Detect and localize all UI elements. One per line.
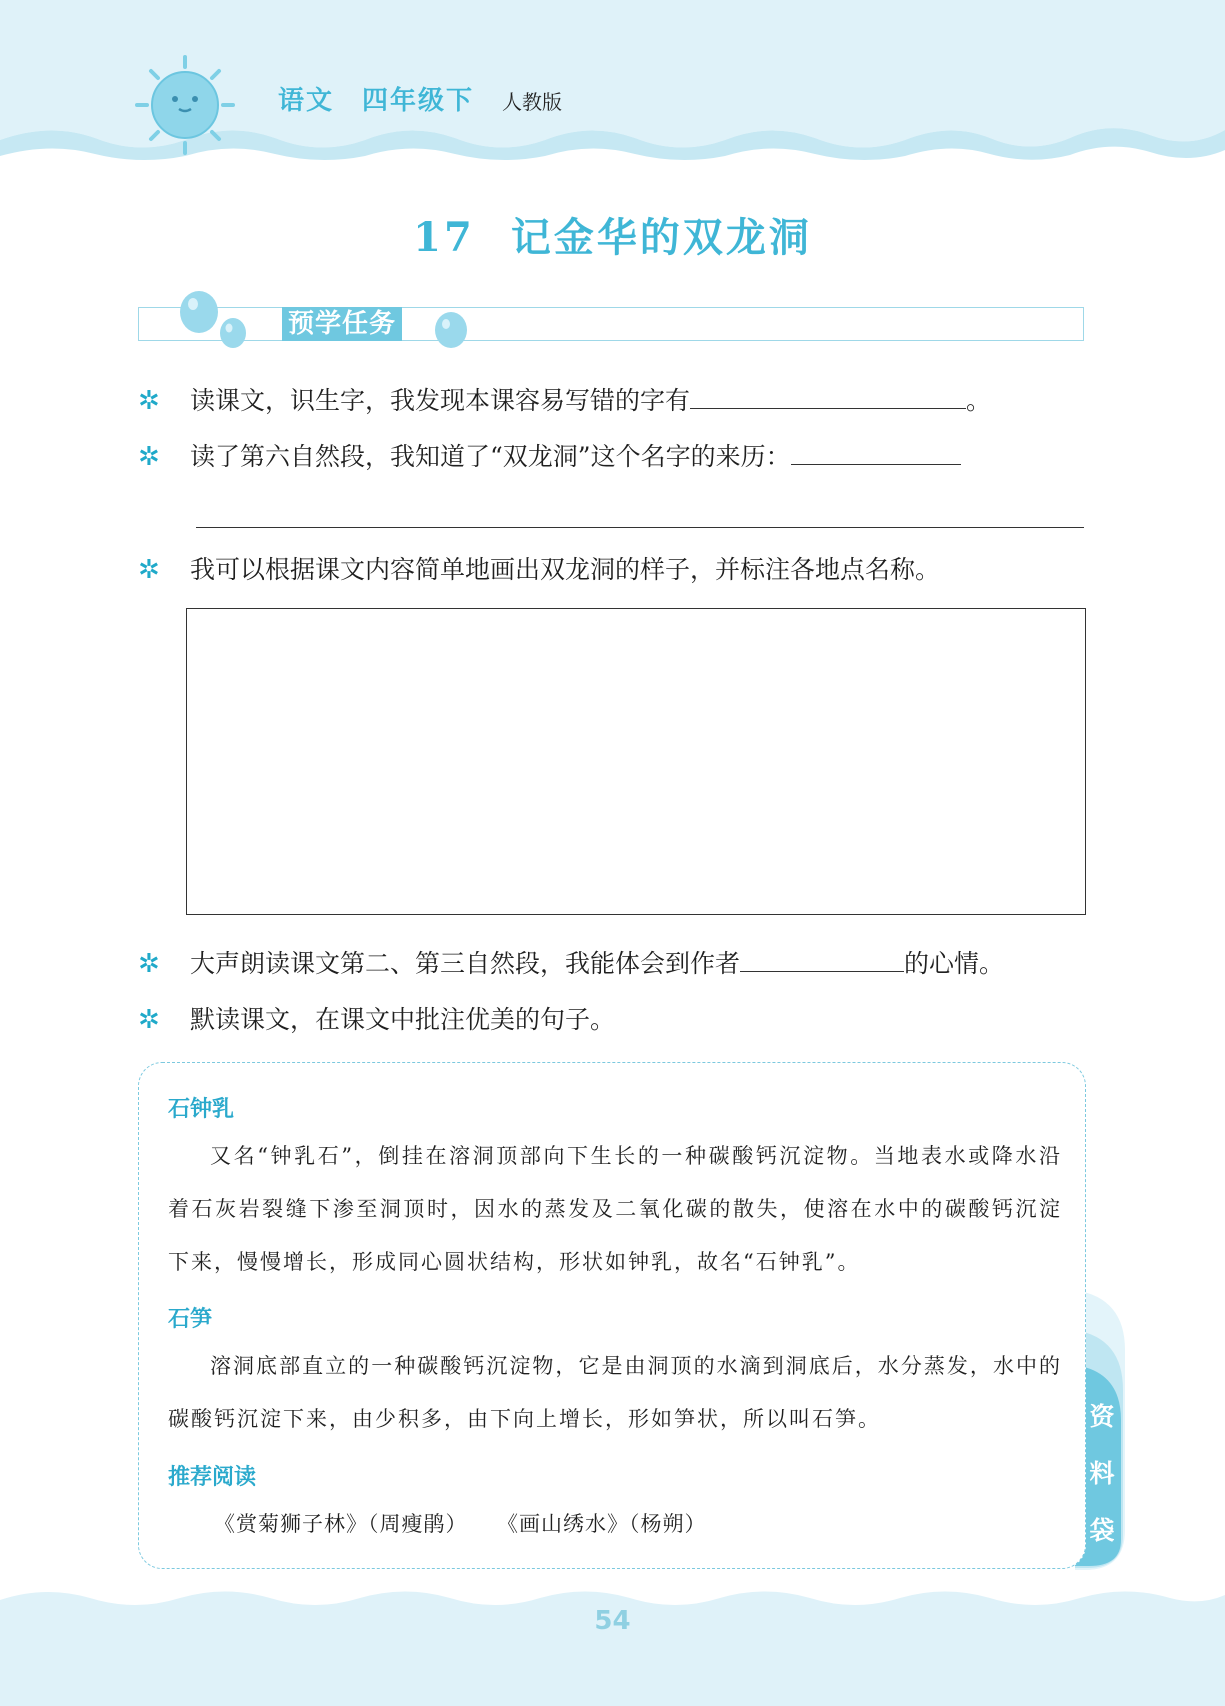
answer-blank[interactable] <box>740 947 904 972</box>
side-tab-char: 袋 <box>1089 1516 1115 1545</box>
task-item <box>138 947 1004 981</box>
info-text-stalagmite: 溶洞底部直立的一种碳酸钙沉淀物，它是由洞顶的水滴到洞底后，水分蒸发，水中的碳酸钙沉淀下来，由少积多，由下向上增长，形如笋状，所以叫石笋。 <box>168 1354 1062 1431</box>
page-number: 54 <box>594 1606 631 1636</box>
asterisk-flower-icon: ✲ <box>138 442 160 472</box>
task-suffix: 。 <box>966 386 992 415</box>
asterisk-flower-icon: ✲ <box>138 1005 160 1035</box>
asterisk-flower-icon: ✲ <box>138 386 160 416</box>
info-text-stalactite: 又名“钟乳石”，倒挂在溶洞顶部向下生长的一种碳酸钙沉淀物。当地表水或降水沿着石灰岩裂缝下渗至洞顶时，因水的蒸发及二氧化碳的散失，使溶在水中的碳酸钙沉淀下来，慢慢增长，形成同心圆状结构，形状如钟乳，故名“石钟乳”。 <box>168 1144 1062 1274</box>
task-text: 我可以根据课文内容简单地画出双龙洞的样子，并标注各地点名称。 <box>190 555 941 584</box>
footer-wave-band <box>0 1580 1225 1706</box>
side-tab-label <box>1082 1388 1122 1559</box>
task-text: 读课文，识生字，我发现本课容易写错的字有 <box>190 386 691 415</box>
answer-blank[interactable] <box>791 440 961 465</box>
reading-item: 《画山绣水》（杨朔） <box>507 1512 707 1536</box>
asterisk-flower-icon: ✲ <box>138 555 160 585</box>
lesson-number: 17 <box>413 214 475 261</box>
task-item <box>138 1003 615 1037</box>
side-tab-char: 料 <box>1089 1459 1115 1488</box>
task-text: 默读课文，在课文中批注优美的句子。 <box>190 1005 616 1034</box>
reading-item: 《赏菊狮子林》（周瘦鹃） <box>214 1512 468 1536</box>
lesson-name: 记金华的双龙洞 <box>510 214 812 261</box>
sun-mascot-icon <box>135 55 235 155</box>
drawing-box[interactable] <box>186 608 1086 915</box>
answer-blank[interactable] <box>690 384 966 409</box>
reading-list <box>214 1508 747 1538</box>
task-suffix: 的心情。 <box>904 949 1005 978</box>
section-label: 预学任务 <box>282 307 402 341</box>
header-grade: 四年级下 <box>362 86 475 116</box>
task-item <box>138 384 991 418</box>
task-text: 读了第六自然段，我知道了“双龙洞”这个名字的来历： <box>190 442 791 471</box>
info-title-reading: 推荐阅读 <box>168 1465 257 1490</box>
task-item <box>138 553 940 587</box>
info-title-stalagmite: 石笋 <box>168 1307 213 1332</box>
header-edition: 人教版 <box>502 90 562 114</box>
asterisk-flower-icon: ✲ <box>138 949 160 979</box>
task-text: 大声朗读课文第二、第三自然段，我能体会到作者 <box>190 949 741 978</box>
info-title-stalactite: 石钟乳 <box>168 1097 235 1122</box>
header-subject: 语文 <box>278 86 335 116</box>
side-tab-char: 资 <box>1089 1402 1115 1431</box>
answer-line[interactable] <box>196 527 1084 528</box>
task-item <box>138 440 961 474</box>
lesson-title <box>0 206 1225 263</box>
